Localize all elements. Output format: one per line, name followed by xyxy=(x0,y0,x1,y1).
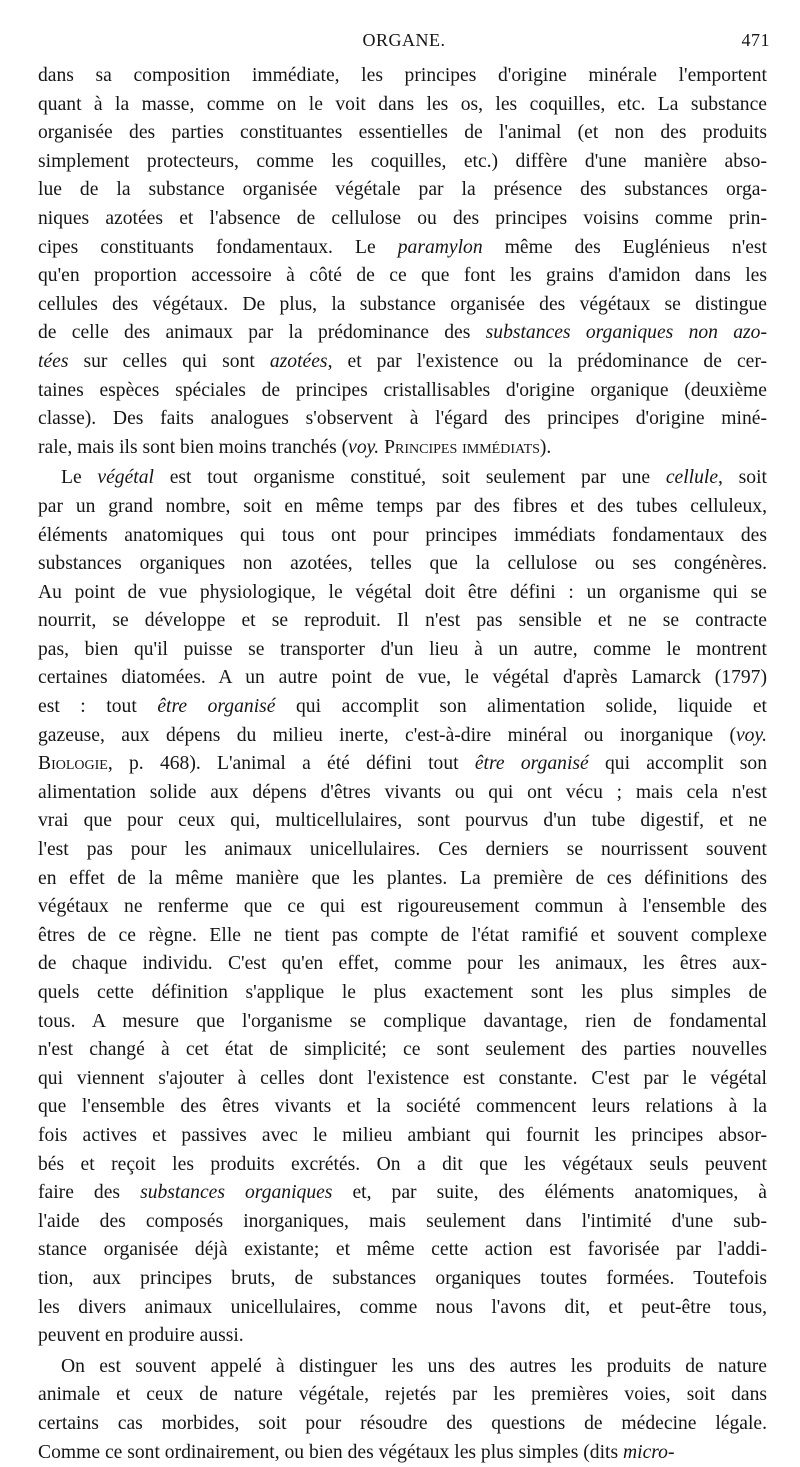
text-line: végétaux ne renferme que ce qui est rigoureusement commun à l'ensemble des xyxy=(38,893,767,922)
text-line: cipes constituants fondamentaux. Le paramylon même des Euglénieus n'est xyxy=(38,234,767,263)
text-line: de celle des animaux par la prédominance des substances organiques non azo- xyxy=(38,319,767,348)
italic-term: voy. xyxy=(348,437,379,458)
italic-term: cellule xyxy=(666,467,718,488)
text-line: qu'en proportion accessoire à côté de ce que font les grains d'amidon dans les xyxy=(38,262,767,291)
body-text xyxy=(38,62,767,1467)
text-line: stance organisée déjà existante; et même cette action est favorisée par l'addi- xyxy=(38,1236,767,1265)
small-caps-reference: Principes immédiats xyxy=(384,437,540,458)
paragraph xyxy=(38,464,767,1350)
running-title: ORGANE. xyxy=(38,30,770,51)
text-line: Le végétal est tout organisme constitué, soit seulement par une cellule, soit xyxy=(38,464,767,493)
italic-term: substances organiques xyxy=(140,1182,332,1203)
text-line: est : tout être organisé qui accomplit son alimentation solide, liquide et xyxy=(38,693,767,722)
text-line: par un grand nombre, soit en même temps par des fibres et des tubes celluleux, xyxy=(38,493,767,522)
text-line: que l'ensemble des êtres vivants et la société commencent leurs relations à la xyxy=(38,1093,767,1122)
text-line: l'aide des composés inorganiques, mais seulement dans l'intimité d'une sub- xyxy=(38,1208,767,1237)
text-line: classe). Des faits analogues s'observent à l'égard des principes d'origine miné- xyxy=(38,405,767,434)
text-line: tous. A mesure que l'organisme se complique davantage, rien de fondamental xyxy=(38,1008,767,1037)
text-line: nourrit, se développe et se reproduit. Il n'est pas sensible et ne se contracte xyxy=(38,607,767,636)
text-line: simplement protecteurs, comme les coquilles, etc.) diffère d'une manière abso- xyxy=(38,148,767,177)
text-line: de chaque individu. C'est qu'en effet, comme pour les animaux, les êtres aux- xyxy=(38,950,767,979)
text-line: On est souvent appelé à distinguer les uns des autres les produits de nature xyxy=(38,1353,767,1382)
italic-term: tées xyxy=(38,351,68,372)
text-line: tées sur celles qui sont azotées, et par l'existence ou la prédominance de cer- xyxy=(38,348,767,377)
text-line: peuvent en produire aussi. xyxy=(38,1322,767,1351)
page-number: 471 xyxy=(742,30,771,51)
italic-term: azotées xyxy=(270,351,328,372)
text-line: Comme ce sont ordinairement, ou bien des végétaux les plus simples (dits micro- xyxy=(38,1439,767,1467)
text-line: Au point de vue physiologique, le végétal doit être défini : un organisme qui se xyxy=(38,579,767,608)
text-line: certaines diatomées. A un autre point de vue, le végétal d'après Lamarck (1797) xyxy=(38,664,767,693)
text-line: dans sa composition immédiate, les principes d'origine minérale l'emportent xyxy=(38,62,767,91)
text-line: pas, bien qu'il puisse se transporter d'un lieu à un autre, comme le montrent xyxy=(38,636,767,665)
text-line: lue de la substance organisée végétale par la présence des substances orga- xyxy=(38,176,767,205)
text-line: l'est pas pour les animaux unicellulaires. Ces derniers se nourrissent souvent xyxy=(38,836,767,865)
text-line: animale et ceux de nature végétale, rejetés par les premières voies, soit dans xyxy=(38,1381,767,1410)
italic-term: être organisé xyxy=(475,753,589,774)
text-line: cellules des végétaux. De plus, la substance organisée des végétaux se distingue xyxy=(38,291,767,320)
small-caps-reference: Biologie xyxy=(38,753,108,774)
text-line: taines espèces spéciales de principes cristallisables d'origine organique (deuxième xyxy=(38,377,767,406)
text-line: quels cette définition s'applique le plus exactement sont les plus simples de xyxy=(38,979,767,1008)
text-line: Biologie, p. 468). L'animal a été défini tout être organisé qui accomplit son xyxy=(38,750,767,779)
text-line: rale, mais ils sont bien moins tranchés (voy. Principes immédiats). xyxy=(38,434,767,463)
text-line: substances organiques non azotées, telles que la cellulose ou ses congénères. xyxy=(38,550,767,579)
page-header xyxy=(38,30,770,56)
text-line: n'est changé à cet état de simplicité; ce sont seulement des parties nouvelles xyxy=(38,1036,767,1065)
italic-term: substances organiques non azo- xyxy=(486,322,767,343)
italic-term: micro- xyxy=(623,1442,675,1463)
text-line: vrai que pour ceux qui, multicellulaires, sont pourvus d'un tube digestif, et ne xyxy=(38,807,767,836)
italic-term: voy. xyxy=(736,725,767,746)
text-line: en effet de la même manière que les plantes. La première de ces définitions des xyxy=(38,865,767,894)
text-line: niques azotées et l'absence de cellulose ou des principes voisins comme prin- xyxy=(38,205,767,234)
text-line: alimentation solide aux dépens d'êtres vivants ou qui ont vécu ; mais cela n'est xyxy=(38,779,767,808)
text-line: qui viennent s'ajouter à celles dont l'existence est constante. C'est par le végétal xyxy=(38,1065,767,1094)
italic-term: végétal xyxy=(97,467,154,488)
text-line: éléments anatomiques qui tous ont pour principes immédiats fondamentaux des xyxy=(38,522,767,551)
text-line: faire des substances organiques et, par suite, des éléments anatomiques, à xyxy=(38,1179,767,1208)
italic-term: être organisé xyxy=(157,696,275,717)
text-line: certains cas morbides, soit pour résoudre des questions de médecine légale. xyxy=(38,1410,767,1439)
text-line: bés et reçoit les produits excrétés. On a dit que les végétaux seuls peuvent xyxy=(38,1151,767,1180)
paragraph xyxy=(38,1353,767,1467)
text-line: êtres de ce règne. Elle ne tient pas compte de l'état ramifié et souvent complexe xyxy=(38,922,767,951)
text-line: quant à la masse, comme on le voit dans les os, les coquilles, etc. La substance xyxy=(38,91,767,120)
text-line: les divers animaux unicellulaires, comme nous l'avons dit, et peut-être tous, xyxy=(38,1294,767,1323)
paragraph xyxy=(38,62,767,462)
text-line: gazeuse, aux dépens du milieu inerte, c'est-à-dire minéral ou inorganique (voy. xyxy=(38,722,767,751)
italic-term: paramylon xyxy=(398,237,483,258)
text-line: organisée des parties constituantes essentielles de l'animal (et non des produits xyxy=(38,119,767,148)
text-line: fois actives et passives avec le milieu ambiant qui fournit les principes absor- xyxy=(38,1122,767,1151)
text-line: tion, aux principes bruts, de substances organiques toutes formées. Toutefois xyxy=(38,1265,767,1294)
